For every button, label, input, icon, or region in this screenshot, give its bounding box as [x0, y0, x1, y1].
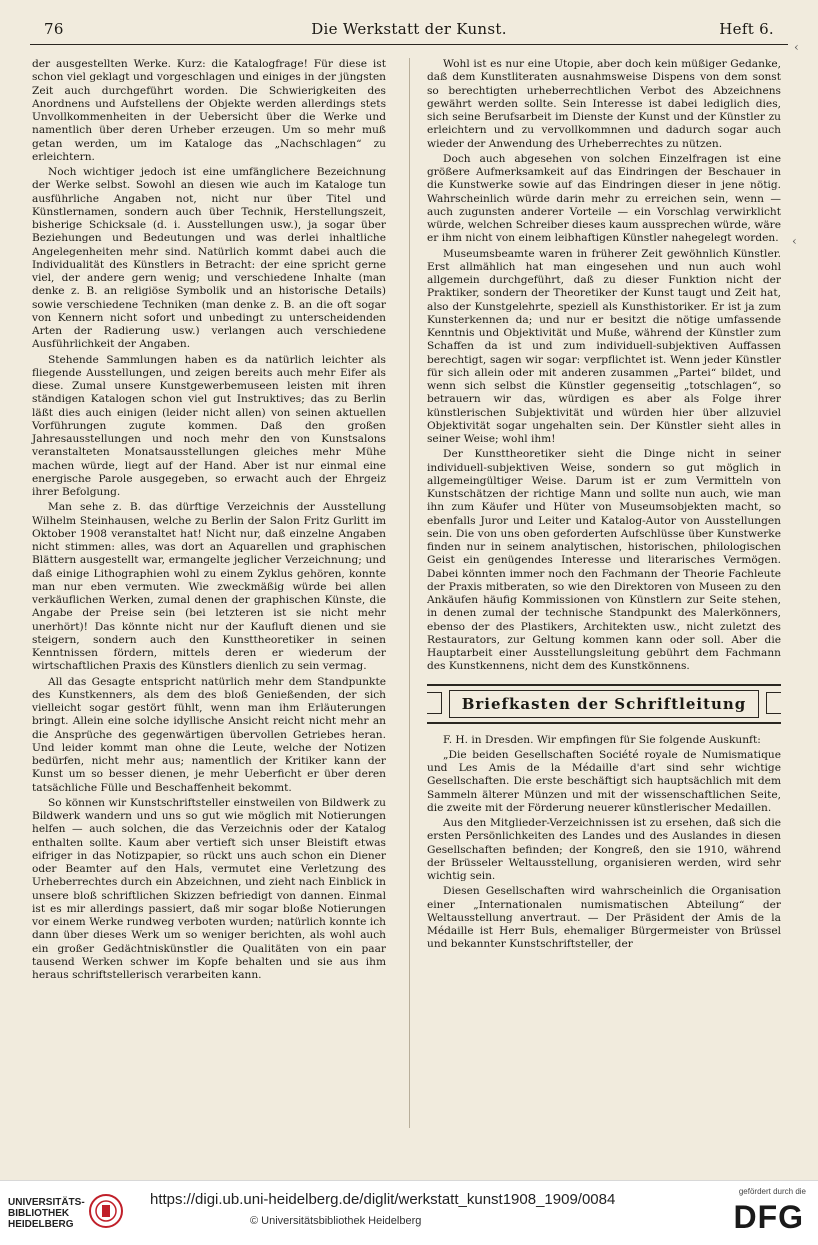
- frame-ornament-left: [427, 692, 442, 714]
- library-logo-text: [8, 1197, 85, 1230]
- left-column: [32, 58, 386, 984]
- paragraph: All das Gesagte entspricht natürlich mehr dem Standpunkte des Kunstkenners, als dem des bloß Genießenden, der sich vielleicht sogar gestört fühlt, wenn man ihm Erläuterungen bringt. Allein eine solche idyllische Ansicht reicht nicht mehr an die Ansprüche des gegenwärtigen übervollen Getriebes heran. Und leider kommt man ohne die Leute, welche der Notizen bedürfen, nicht mehr aus; namentlich der Kritiker kann der Kunst um so besser dienen, je mehr Ueberficht er über deren tatsächliche Fülle und Beschaffenheit bekommt.: [32, 675, 386, 794]
- margin-mark: ‹: [794, 40, 799, 54]
- dfg-logo: DFG: [733, 1199, 804, 1235]
- header-rule: [30, 44, 788, 45]
- permalink-url[interactable]: https://digi.ub.uni-heidelberg.de/diglit/werkstatt_kunst1908_1909/0084: [150, 1191, 616, 1208]
- right-column: [427, 58, 781, 954]
- paragraph: Stehende Sammlungen haben es da natürlich leichter als fliegende Ausstellungen, und zeigen bereits auch mehr Eifer als diese. Zumal unsere Kunstgewerbemuseen leisten mit ihren ständigen Katalogen schon viel gut Instruktives; das zu Berlin läßt dies auch einigen (leider nicht allen) von seinen aktuellen Vorführungen zugute kommen. Daß den großen Jahresausstellungen und noch mehr den von Kunstsalons veranstalteten Monatsausstellungen gleiches mehr Mühe machen würde, liegt auf der Hand. Aber ist nur einmal eine energische Parole ausgegeben, so erwacht auch der Ehrgeiz ihrer Befolgung.: [32, 353, 386, 498]
- library-seal-icon: [88, 1193, 124, 1229]
- frame-ornament-right: [766, 692, 781, 714]
- letterbox-heading-frame: [427, 684, 781, 724]
- library-name-line: BIBLIOTHEK: [8, 1208, 70, 1219]
- letterbox-paragraph: Aus den Mitglieder-Verzeichnissen ist zu ersehen, daß sich die ersten Persönlichkeiten des Landes und des Auslandes in diesen Gesellschaften befinden; der Kongreß, den sie 1910, während der Brüsseler Weltausstellung, organisieren werden, wird sehr wichtig sein.: [427, 817, 781, 882]
- paragraph: Man sehe z. B. das dürftige Verzeichnis der Ausstellung Wilhelm Steinhausen, welche zu Berlin der Salon Fritz Gurlitt im Oktober 1908 veranstaltet hat! Nicht nur, daß einzelne Angaben nicht stimmen: alles, was dort an Aquarellen und graphischen Blättern ausgestellt war, ermangelte jeglicher Verzeichnung; und daß einige Lithographien wohl zu einem Zyklus gehören, konnte man nur eben vermuten. Wie zweckmäßig würde bei allen verkäuflichen Werken, zumal denen der graphischen Künste, die Angabe der Preise sein (bei letzteren ist sie nicht mehr unerhört)! Das könnte nicht nur der Kaufluft dienen und sie steigern, sondern auch den Kunsttheoretiker in seinen Kenntnissen fördern, mittels deren er wiederum der wirtschaftlichen Praxis des Künstlers dienlich zu sein vermag.: [32, 501, 386, 673]
- paragraph: Noch wichtiger jedoch ist eine umfänglichere Bezeichnung der Werke selbst. Sowohl an diesen wie auch im Kataloge tun ausführliche Angaben not, nicht nur über Titel und Künstlernamen, sondern auch über Technik, Herstellungszeit, bisherige Schicksale (d. i. Ausstellungen usw.), ja sogar über Beziehungen und Bedeutungen und was derlei inhaltliche Angelegenheiten mehr sind. Natürlich kommt dabei auch die Individualität des Künstlers in Betracht: der eine spricht gerne viel, der andere gern wenig; und verschiedene Inhalte (man denke z. B. an religiöse Symbolik und an historische Details) sowie verschiedene Techniken (man denke z. B. an die oft sogar von Kennern nicht sofort und unbedingt zu unterscheidenden Arten der Radierung usw.) verlangen auch verschiedene Ausführlichkeit der Angaben.: [32, 166, 386, 351]
- letterbox-heading: Briefkasten der Schriftleitung: [461, 694, 747, 713]
- letterbox-heading-box: [449, 690, 759, 718]
- funder-label: gefördert durch die: [738, 1187, 806, 1196]
- paragraph: So können wir Kunstschriftsteller einstweilen von Bildwerk zu Bildwerk wandern und uns so gut wie möglich mit Notierungen helfen — auch solchen, die das Verzeichnis oder der Katalog enthalten sollte. Kaum aber vertieft sich unser Bleistift etwas eifriger in das Notizpapier, so rückt uns auch schon ein Diener oder Beamter auf den Hals, vermutet eine Verletzung des Urheberrechtes durch ein Abzeichnen, und zieht nach Einblick in unsere bloß schriftlichen Skizzen befriedigt von dannen. Einmal ist es mir allerdings passiert, daß mir sogar bloße Notierungen vor einem Werke rundweg verboten wurden; natürlich konnte ich dann über dieses Werk um so weniger berichten, als wohl auch ein großer Gedächtniskünstler die Qualitäten von ein paar tausend Werken schwer im Kopfe behalten und sie aus ihm heraus schriftstellerisch verarbeiten kann.: [32, 796, 386, 981]
- page-number: 76: [44, 20, 64, 38]
- copyright-notice: © Universitätsbibliothek Heidelberg: [250, 1215, 422, 1227]
- running-header: [30, 18, 788, 44]
- margin-mark: ‹: [792, 234, 797, 248]
- issue-label: Heft 6.: [719, 20, 774, 38]
- paragraph: Museumsbeamte waren in früherer Zeit gewöhnlich Künstler. Erst allmählich hat man eingesehen und nun auch wohl allgemein durchgeführt, daß zu dieser Funktion nicht der Praktiker, sondern der Theoretiker der Kunst taugt und Zeit hat, also der Kunstgelehrte, speziell als Kunsthistoriker. Er ist ja zum Kunsterkennen da; und nur er besitzt die nötige umfassende Kenntnis und Objektivität und Muße, während der Künstler zum Schaffen da ist und zum individuell-subjektiven Auffassen berechtigt, sagen wir sogar: verpflichtet ist. Wenn jeder Künstler für sich allein oder mit anderen zusammen „Partei“ bildet, und wenn sich selbst die Künstler gegenseitig „totschlagen“, so betrauern wir das, würdigen es aber als Folge ihrer künstlerischen Subjektivität und würden hier über allzuviel Objektivität sogar ungehalten sein. Der Künstler sieht alles in seiner Weise; wohl ihm!: [427, 247, 781, 445]
- paragraph: Wohl ist es nur eine Utopie, aber doch kein müßiger Gedanke, daß dem Kunstliteraten ausnahmsweise Dispens von dem sonst so berechtigten urheberrechtlichen Verbot des Abzeichnens gewährt werden sollte. Sein Interesse ist dabei lediglich dies, sich seine Berufsarbeit im Dienste der Kunst und der Künstler zu erleichtern und zu vervollkommnen und dadurch sogar auch wieder der Anwendung des Urheberrechtes zu nützen.: [427, 58, 781, 150]
- letterbox-paragraph: F. H. in Dresden. Wir empfingen für Sie folgende Auskunft:: [443, 733, 761, 746]
- viewer-footer: [0, 1180, 818, 1245]
- column-divider: [409, 58, 410, 1128]
- paragraph: der ausgestellten Werke. Kurz: die Katalogfrage! Für diese ist schon viel geklagt und vorgeschlagen und einiges in der jüngsten Zeit auch durchgeführt worden. Die Schwierigkeiten des Anordnens und Aufstellens der Objekte werden allerdings stets Unvollkommenheiten in der Uebersicht über die Werke und namentlich über deren Urheber erzeugen. Um so mehr muß getan werden, um im Kataloge das „Nachschlagen“ zu erleichtern.: [32, 58, 386, 163]
- paragraph: Der Kunsttheoretiker sieht die Dinge nicht in seiner individuell-subjektiven Weise, sondern so gut möglich in allgemeingültiger Weise. Darum ist er zum Vermitteln von Kunstschätzen der richtige Mann und sollte nun auch, wie man ihn zum Käufer und Hüter von Museumsobjekten macht, so ebenfalls Juror und Leiter und Katalog-Autor von Ausstellungen sein. Die von uns oben geforderten Aufschlüsse über Kunstwerke finden nur in seinem analytischen, historischen, philologischen Geist ein genügendes Interesse und literarisches Vermögen. Dabei könnten immer noch den Fachmann der Theorie Fachleute der Praxis mitberaten, so wie den Direktoren von Museen zu den Ankäufen häufig Kommissionen von Künstlern zur Seite stehen, in denen zumal der technische Standpunkt des Malerkönners, ebenso der des Plastikers, Architekten usw., nicht zuletzt des Restaurators, zur Geltung kommen kann oder soll. Aber die Hauptarbeit einer Ausstellungsleitung gebührt dem Fachmann des Kunstkennens, nicht dem des Kunstkönnens.: [427, 448, 781, 673]
- library-name-line: UNIVERSITÄTS-: [8, 1197, 85, 1208]
- letterbox-paragraph: Diesen Gesellschaften wird wahrscheinlich die Organisation einer „Internationalen numismatischen Abteilung“ der Weltausstellung anvertraut. — Der Präsident der Amis de la Médaille ist Herr Buls, ehemaliger Bürgermeister von Brüssel und bekannter Kunstschriftsteller, der: [427, 885, 781, 951]
- paragraph: Doch auch abgesehen von solchen Einzelfragen ist eine größere Aufmerksamkeit auf das Eindringen der Beschauer in die Kunstwerke sowie auf das Eindringen dieser in jene nötig. Wahrscheinlich würde darin mehr zu erreichen sein, wenn — auch zugunsten anderer Vorteile — ein Vorschlag verwirklicht würde, welchen Schreiber dieses kaum aussprechen würde, wäre er ihm nicht von einem leibhaftigen Künstler nahegelegt worden.: [427, 152, 781, 245]
- letterbox-paragraph: „Die beiden Gesellschaften Société royale de Numismatique und Les Amis de la Médaille d'art sind sehr wichtige Gesellschaften. Die erste beschäftigt sich hauptsächlich mit dem Sammeln älterer Münzen und mit der wissenschaftlichen Seite, die zweite mit der Förderung neuerer künstlerischer Medaillen.: [427, 748, 781, 814]
- library-name-line: HEIDELBERG: [8, 1219, 74, 1230]
- journal-title: Die Werkstatt der Kunst.: [311, 20, 507, 38]
